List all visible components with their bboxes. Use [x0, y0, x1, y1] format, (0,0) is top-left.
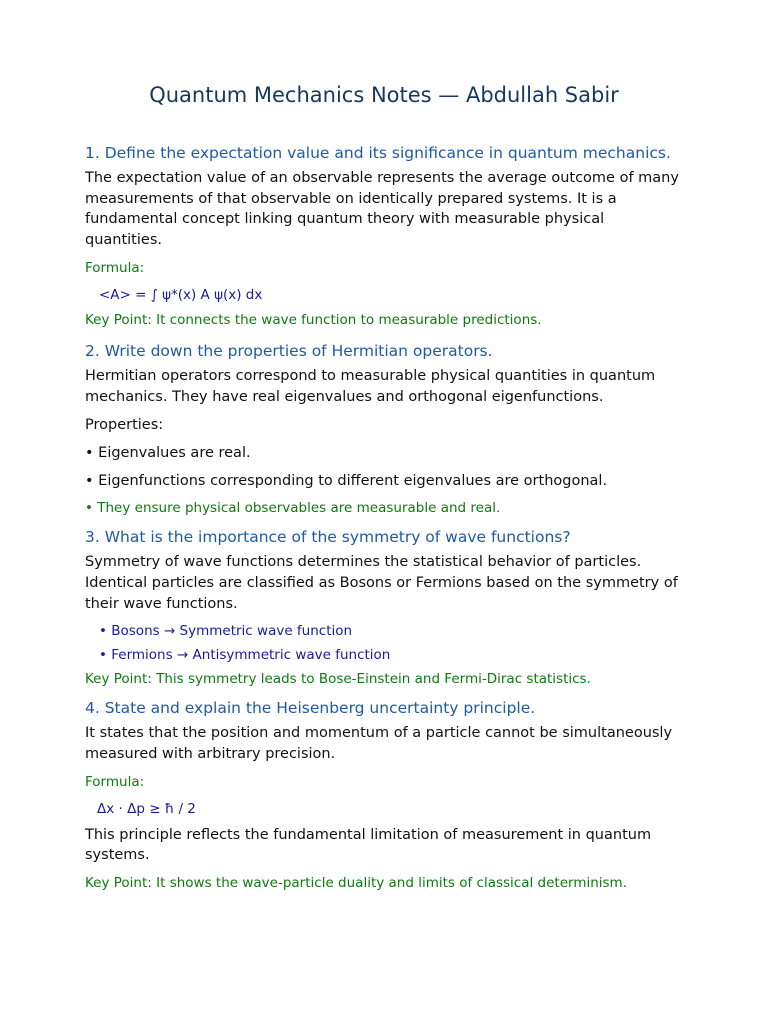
section-3-key-point: Key Point: This symmetry leads to Bose-Einstein and Fermi-Dirac statistics.	[85, 671, 591, 688]
section-2-properties-label: Properties:	[85, 417, 164, 434]
section-4	[85, 699, 685, 893]
section-2	[85, 342, 685, 518]
section-1-formula: <A> = ∫ ψ*(x) A ψ(x) dx	[99, 286, 263, 303]
section-3	[85, 528, 685, 689]
section-4-body-2: This principle reflects the fundamental limitation of measurement in quantum systems.	[85, 826, 652, 864]
question-2-heading: 2. Write down the properties of Hermitian operators.	[85, 341, 493, 360]
section-1	[85, 144, 685, 330]
section-4-body: It states that the position and momentum of a particle cannot be simultaneously measured with arbitrary precision.	[85, 725, 673, 763]
question-3-heading: 3. What is the importance of the symmetry of wave functions?	[85, 528, 571, 547]
list-item: • Eigenfunctions corresponding to different eigenvalues are orthogonal.	[85, 473, 608, 490]
section-4-formula: Δx · Δp ≥ ħ / 2	[97, 800, 196, 817]
section-1-key-point: Key Point: It connects the wave function to measurable predictions.	[85, 311, 542, 328]
question-4-heading: 4. State and explain the Heisenberg uncertainty principle.	[85, 699, 536, 718]
question-1-heading: 1. Define the expectation value and its significance in quantum mechanics.	[85, 144, 671, 162]
section-2-green-bullet: • They ensure physical observables are measurable and real.	[85, 500, 501, 517]
list-item: • Eigenvalues are real.	[85, 445, 251, 462]
notes-content	[85, 144, 685, 901]
section-1-formula-label: Formula:	[85, 259, 145, 276]
list-item: • Fermions → Antisymmetric wave function	[99, 647, 391, 664]
section-2-body: Hermitian operators correspond to measurable physical quantities in quantum mechanics. They have real eigenvalues and orthogonal eigenfunctions.	[85, 367, 656, 405]
list-item: • Bosons → Symmetric wave function	[99, 623, 353, 640]
section-4-key-point: Key Point: It shows the wave-particle duality and limits of classical determinism.	[85, 875, 627, 892]
section-4-formula-label: Formula:	[85, 773, 145, 790]
page-title: Quantum Mechanics Notes — Abdullah Sabir	[149, 83, 619, 107]
section-3-body: Symmetry of wave functions determines the statistical behavior of particles. Identical particles are classified as Bosons or Fermions based on the symmetry of their wave functions.	[85, 554, 678, 612]
section-1-body: The expectation value of an observable represents the average outcome of many measurements of that observable on identically prepared systems. It is a fundamental concept linking quantum theory with measurable physical quantities.	[85, 170, 679, 249]
